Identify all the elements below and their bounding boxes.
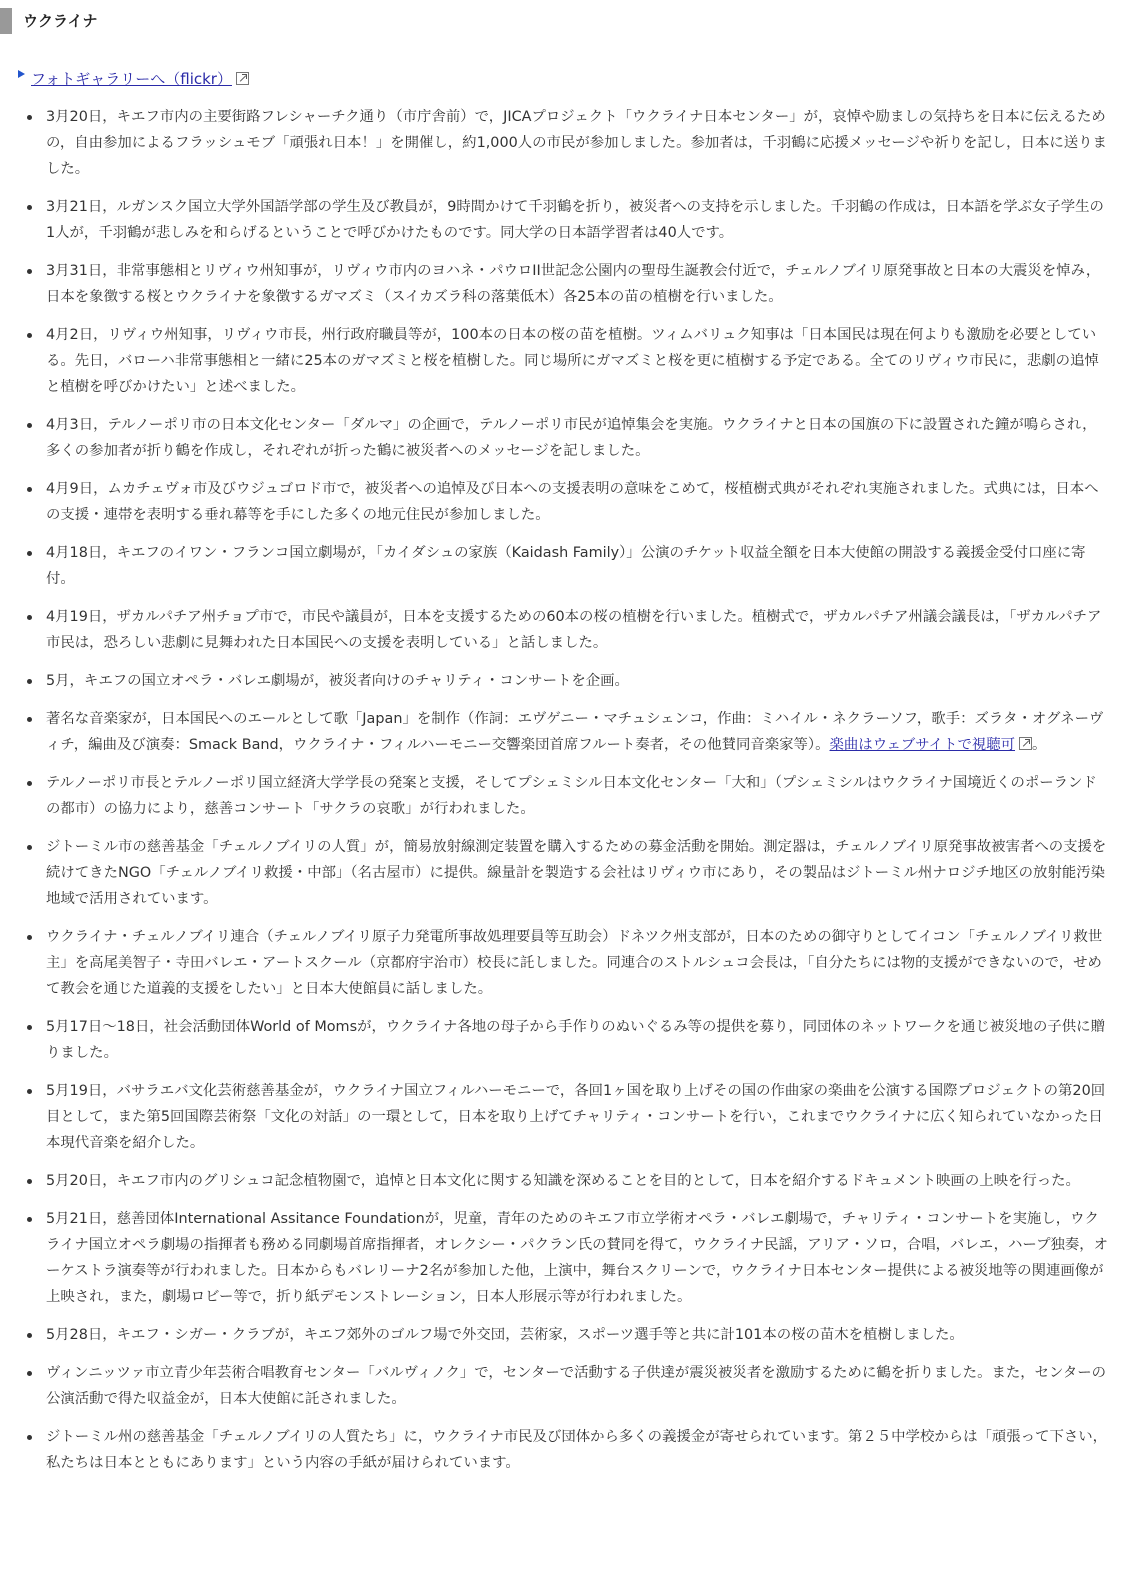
news-item: [46, 770, 1110, 822]
news-item: [46, 1014, 1110, 1066]
news-item-suffix: 。: [1032, 737, 1047, 753]
news-item: [46, 540, 1110, 592]
news-item-text: テルノーポリ市長とテルノーポリ国立経済大学学長の発案と支援，そしてプシェミシル日本文化センター「大和」（プシェミシルはウクライナ国境近くのポーランドの都市）の協力により，慈善コンサート「サクラの哀歌」が行われました。: [46, 775, 1097, 817]
external-link-icon[interactable]: [1019, 737, 1032, 750]
photo-gallery-link[interactable]: フォトギャラリーへ（flickr）: [31, 70, 232, 88]
news-item: [46, 668, 1110, 694]
news-item: [46, 412, 1110, 464]
news-item: [46, 834, 1110, 912]
news-item-text: 5月，キエフの国立オペラ・バレエ劇場が，被災者向けのチャリティ・コンサートを企画。: [46, 673, 629, 689]
news-item-text: 4月3日，テルノーポリ市の日本文化センター「ダルマ」の企画で，テルノーポリ市民が追悼集会を実施。ウクライナと日本の国旗の下に設置された鐘が鳴らされ，多くの参加者が折り鶴を作成し，それぞれが折った鶴に被災者へのメッセージを記しました。: [46, 417, 1097, 459]
news-item-text: ジトーミル市の慈善基金「チェルノブイリの人質」が，簡易放射線測定装置を購入するための募金活動を開始。測定器は，チェルノブイリ原発事故被害者への支援を続けてきたNGO「チェルノブイリ救援・中部」（名古屋市）に提供。線量計を製造する会社はリヴィウ市にあり，その製品はジトーミル州ナロジチ地区の放射能汚染地域で活用されています。: [46, 839, 1107, 907]
listen-song-link[interactable]: 楽曲はウェブサイトで視聴可: [829, 737, 1016, 753]
news-item-text: 3月31日，非常事態相とリヴィウ州知事が，リヴィウ市内のヨハネ・パウロII世記念公園内の聖母生誕教会付近で，チェルノブイリ原発事故と日本の大震災を悼み，日本を象徴する桜とウクライナを象徴するガマズミ（スイカズラ科の落葉低木）各25本の苗の植樹を行いました。: [46, 263, 1101, 305]
news-item: [46, 104, 1110, 182]
news-item-text: 3月20日，キエフ市内の主要街路フレシャーチク通り（市庁舎前）で，JICAプロジェクト「ウクライナ日本センター」が，哀悼や励ましの気持ちを日本に伝えるための，自由参加によるフラッシュモブ「頑張れ日本！」を開催し，約1,000人の市民が参加しました。参加者は，千羽鶴に応援メッセージや祈りを記し，日本に送りました。: [46, 109, 1107, 177]
news-item: [46, 1424, 1110, 1476]
news-item-text: 5月19日，バサラエバ文化芸術慈善基金が，ウクライナ国立フィルハーモニーで，各回1ヶ国を取り上げその国の作曲家の楽曲を公演する国際プロジェクトの第20回目として，また第5回国際芸術祭「文化の対話」の一環として，日本を取り上げてチャリティ・コンサートを行い，これまでウクライナに広く知られていなかった日本現代音楽を紹介した。: [46, 1083, 1106, 1151]
news-item-text: ウクライナ・チェルノブイリ連合（チェルノブイリ原子力発電所事故処理要員等互助会）ドネツク州支部が，日本のための御守りとしてイコン「チェルノブイリ救世主」を高尾美智子・寺田バレエ・アートスクール（京都府宇治市）校長に託しました。同連合のストルシュコ会長は，「自分たちには物的支援ができないので，せめて教会を通じた道義的支援をしたい」と日本大使館員に話しました。: [46, 929, 1103, 997]
news-item: [46, 476, 1110, 528]
news-item-text: 3月21日，ルガンスク国立大学外国語学部の学生及び教員が，9時間かけて千羽鶴を折り，被災者への支持を示しました。千羽鶴の作成は，日本語を学ぶ女子学生の1人が，千羽鶴が悲しみを和らげるということで呼びかけたものです。同大学の日本語学習者は40人です。: [46, 199, 1104, 241]
news-item: [46, 1206, 1110, 1310]
news-item-text: 5月20日，キエフ市内のグリシュコ記念植物園で，追悼と日本文化に関する知識を深めることを目的として，日本を紹介するドキュメント映画の上映を行った。: [46, 1173, 1080, 1189]
news-item-text: 5月28日，キエフ・シガー・クラブが，キエフ郊外のゴルフ場で外交団，芸術家，スポーツ選手等と共に計101本の桜の苗木を植樹しました。: [46, 1327, 964, 1343]
section-title: ウクライナ: [0, 8, 98, 34]
news-item: [46, 322, 1110, 400]
news-item-text: 著名な音楽家が，日本国民へのエールとして歌「Japan」を制作（作詞：エヴゲニー・マチュシェンコ，作曲：ミハイル・ネクラーソフ，歌手：ズラタ・オグネーヴィチ，編曲及び演奏：Smack Band，ウクライナ・フィルハーモニー交響楽団首席フルート奏者，その他賛同音楽家等）。: [46, 711, 1104, 753]
news-item-text: 5月17日〜18日，社会活動団体World of Momsが，ウクライナ各地の母子から手作りのぬいぐるみ等の提供を募り，同団体のネットワークを通じ被災地の子供に贈りました。: [46, 1019, 1105, 1061]
triangle-bullet-icon: [18, 70, 25, 78]
news-list: [0, 104, 1110, 1488]
news-item: [46, 1360, 1110, 1412]
news-item: [46, 258, 1110, 310]
news-item: [46, 604, 1110, 656]
news-item-text: ジトーミル州の慈善基金「チェルノブイリの人質たち」に，ウクライナ市民及び団体から多くの義援金が寄せられています。第２５中学校からは「頑張って下さい，私たちは日本とともにあります」という内容の手紙が届けられています。: [46, 1429, 1108, 1471]
news-item-text: 4月18日，キエフのイワン・フランコ国立劇場が，「カイダシュの家族（Kaidash Family）」公演のチケット収益全額を日本大使館の開設する義援金受付口座に寄付。: [46, 545, 1086, 587]
news-item-text: 5月21日，慈善団体International Assitance Foundationが，児童，青年のためのキエフ市立学術オペラ・バレエ劇場で，チャリティ・コンサートを実施し，ウクライナ国立オペラ劇場の指揮者も務める同劇場首席指揮者，オレクシー・パクラン氏の賛同を得て，ウクライナ民謡，アリア・ソロ，合唱，バレエ，ハープ独奏，オーケストラ演奏等が行われました。日本からもバレリーナ2名が参加した他，上演中，舞台スクリーンで，ウクライナ日本センター提供による被災地等の関連画像が上映され，また，劇場ロビー等で，折り紙デモンストレーション，日本人形展示等が行われました。: [46, 1211, 1109, 1305]
news-item: [46, 1168, 1110, 1194]
news-item-text: ヴィンニッツァ市立青少年芸術合唱教育センター「バルヴィノク」で，センターで活動する子供達が震災被災者を激励するために鶴を折りました。また，センターの公演活動で得た収益金が，日本大使館に託されました。: [46, 1365, 1107, 1407]
news-item-text: 4月19日，ザカルパチア州チョプ市で，市民や議員が，日本を支援するための60本の桜の植樹を行いました。植樹式で，ザカルパチア州議会議長は，「ザカルパチア市民は，恐ろしい悲劇に見舞われた日本国民への支援を表明している」と話しました。: [46, 609, 1102, 651]
gallery-link-row: [18, 66, 249, 92]
news-item: [46, 706, 1110, 758]
news-item: [46, 1078, 1110, 1156]
external-link-icon[interactable]: [236, 72, 249, 85]
news-item: [46, 1322, 1110, 1348]
news-item: [46, 194, 1110, 246]
news-item: [46, 924, 1110, 1002]
news-item-text: 4月2日，リヴィウ州知事，リヴィウ市長，州行政府職員等が，100本の日本の桜の苗を植樹。ツィムバリュク知事は「日本国民は現在何よりも激励を必要としている。先日，バローハ非常事態相と一緒に25本のガマズミと桜を植樹した。同じ場所にガマズミと桜を更に植樹する予定である。全てのリヴィウ市民に，悲劇の追悼と植樹を呼びかけたい」と述べました。: [46, 327, 1099, 395]
news-item-text: 4月9日，ムカチェヴォ市及びウジュゴロド市で，被災者への追悼及び日本への支援表明の意味をこめて，桜植樹式典がそれぞれ実施されました。式典には，日本への支援・連帯を表明する垂れ幕等を手にした多くの地元住民が参加しました。: [46, 481, 1099, 523]
